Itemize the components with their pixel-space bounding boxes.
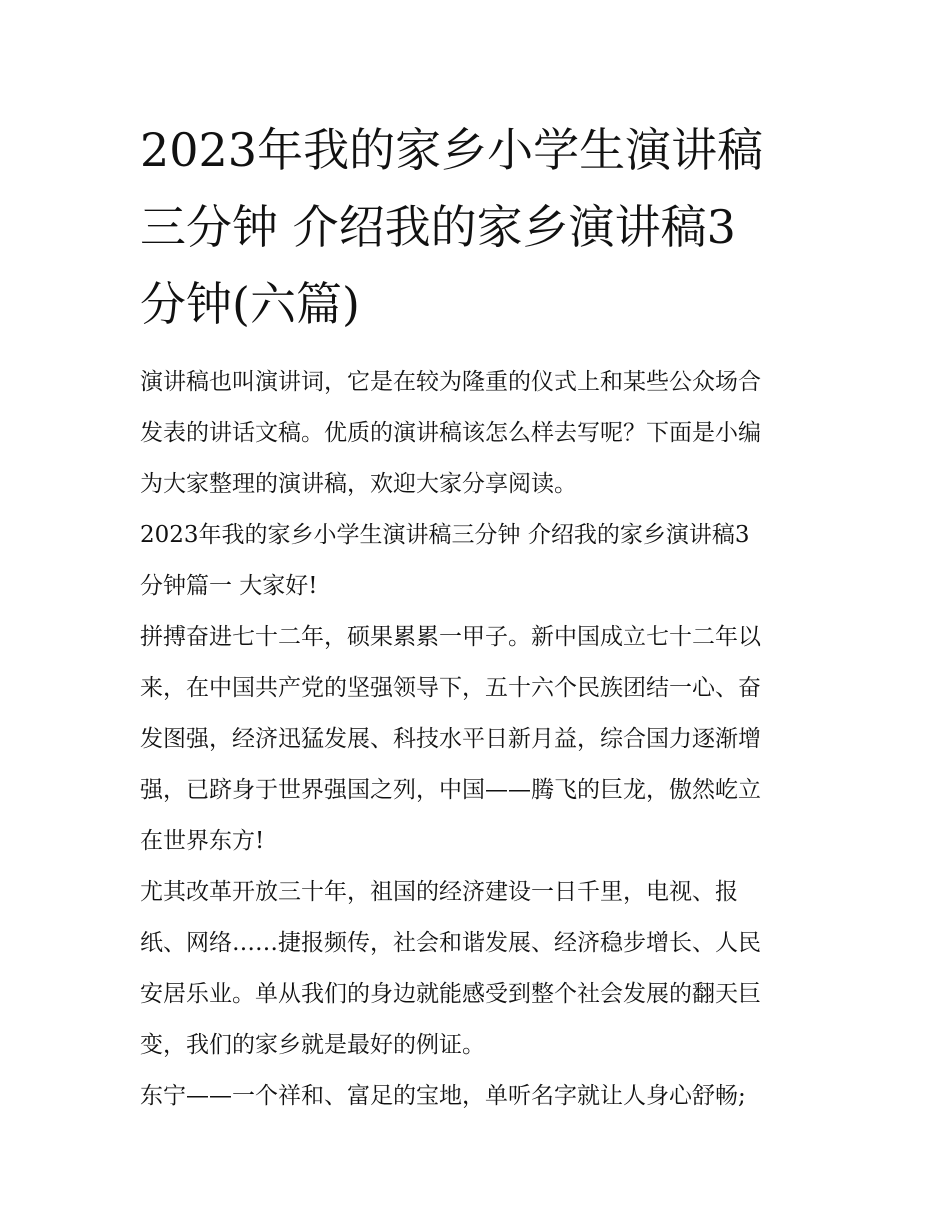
text-line: 强，已跻身于世界强国之列，中国——腾飞的巨龙，傲然屹立 <box>140 777 761 803</box>
text-line: 尤其改革开放三十年，祖国的经济建设一日千里，电视、报 <box>140 879 738 905</box>
text-line: 为大家整理的演讲稿，欢迎大家分享阅读。 <box>140 471 577 497</box>
section-heading-paragraph <box>140 510 812 612</box>
body-paragraph <box>140 1071 812 1122</box>
text-line: 纸、网络……捷报频传，社会和谐发展、经济稳步增长、人民 <box>140 930 761 956</box>
text-line: 分钟篇一 大家好! <box>140 573 318 599</box>
text-line: 拼搏奋进七十二年，硕果累累一甲子。新中国成立七十二年以 <box>140 624 761 650</box>
document-content <box>140 112 812 1122</box>
text-line: 安居乐业。单从我们的身边就能感受到整个社会发展的翻天巨 <box>140 981 761 1007</box>
title-line: 三分钟 介绍我的家乡演讲稿3 <box>140 200 736 254</box>
text-line: 发图强，经济迅猛发展、科技水平日新月益，综合国力逐渐增 <box>140 726 761 752</box>
intro-paragraph <box>140 357 812 510</box>
text-line: 在世界东方! <box>140 828 265 854</box>
text-line: 2023年我的家乡小学生演讲稿三分钟 介绍我的家乡演讲稿3 <box>140 522 750 548</box>
document-title <box>140 112 812 343</box>
text-line: 演讲稿也叫演讲词，它是在较为隆重的仪式上和某些公众场合 <box>140 369 761 395</box>
text-line: 来，在中国共产党的坚强领导下，五十六个民族团结一心、奋 <box>140 675 761 701</box>
text-line: 东宁——一个祥和、富足的宝地，单听名字就让人身心舒畅; <box>140 1083 746 1109</box>
title-line: 2023年我的家乡小学生演讲稿 <box>140 123 764 177</box>
title-line: 分钟(六篇) <box>140 277 360 331</box>
text-line: 发表的讲话文稿。优质的演讲稿该怎么样去写呢？下面是小编 <box>140 420 761 446</box>
document-body <box>140 357 812 1122</box>
text-line: 变，我们的家乡就是最好的例证。 <box>140 1032 485 1058</box>
body-paragraph <box>140 867 812 1071</box>
body-paragraph <box>140 612 812 867</box>
